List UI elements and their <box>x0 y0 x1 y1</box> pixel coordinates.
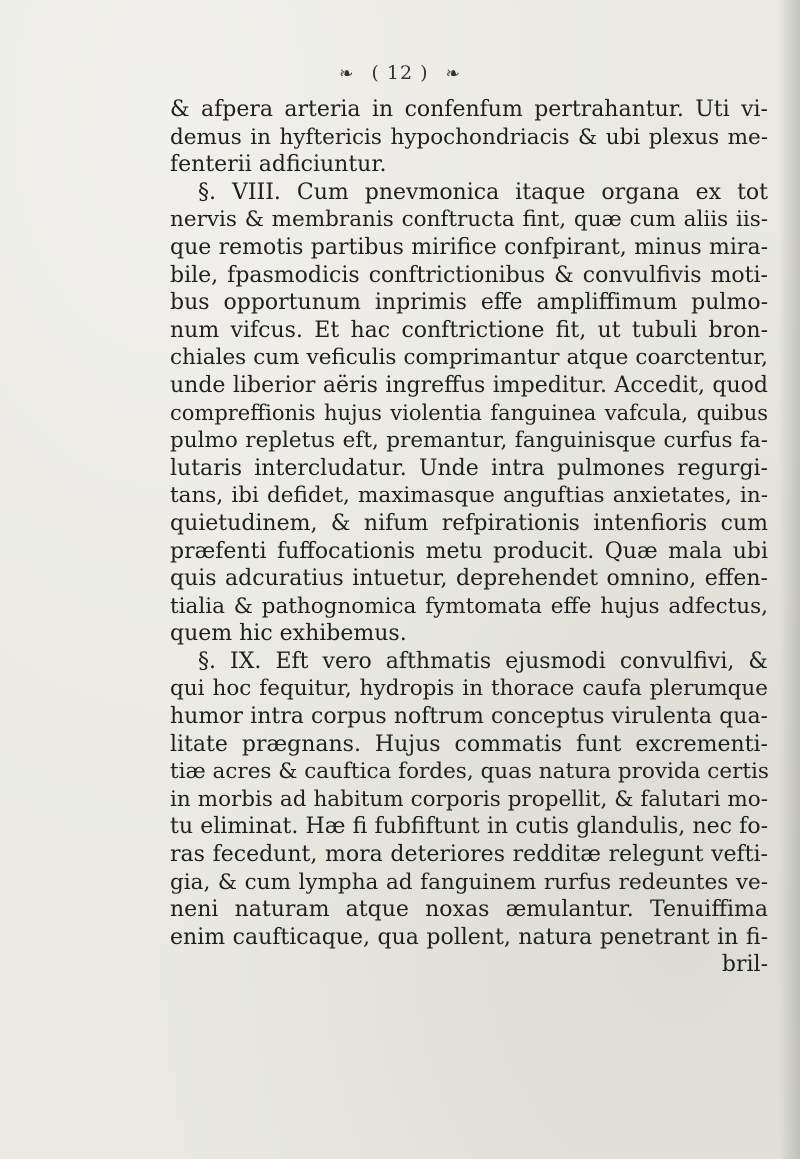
text-line: tiæ acres & cauftica fordes, quas natura provida certis <box>170 759 769 785</box>
page-edge-shadow <box>778 0 800 1159</box>
text-line: lutaris intercludatur. Unde intra pulmones regurgi- <box>170 455 768 481</box>
text-line: nervis & membranis conftructa fint, quæ cum aliis iis- <box>170 207 768 233</box>
text-line: que remotis partibus mirifice confpirant, minus mira- <box>170 234 768 260</box>
text-line: pulmo repletus eft, premantur, fanguinisque curfus fa- <box>170 428 768 454</box>
text-line: in morbis ad habitum corporis propellit, & falutari mo- <box>170 786 768 812</box>
text-line: fenterii adficiuntur. <box>170 152 387 178</box>
ornament-right-icon: ❧ <box>445 64 461 84</box>
text-line: qui hoc fequitur, hydropis in thorace caufa plerumque <box>170 676 768 702</box>
ornament-left-icon: ❧ <box>339 64 355 84</box>
section-heading-line: §. VIII. Cum pnevmonica itaque organa ex tot <box>198 179 768 205</box>
page-header <box>0 62 800 84</box>
text-line: compreffionis hujus violentia fanguinea vafcula, quibus <box>170 400 768 425</box>
text-line: quem hic exhibemus. <box>170 621 407 647</box>
text-line: num vifcus. Et hac conftrictione fit, ut tubuli bron- <box>170 317 768 343</box>
text-line: & afpera arteria in confenfum pertrahantur. Uti vi- <box>170 97 768 122</box>
page-number: ( 12 ) <box>371 62 429 84</box>
text-line: demus in hyftericis hypochondriacis & ubi plexus me- <box>170 124 768 150</box>
text-line: tialia & pathognomica fymtomata effe hujus adfectus, <box>170 593 768 619</box>
text-line: chiales cum veficulis comprimantur atque coarctentur, <box>170 345 768 371</box>
section-heading-line: §. IX. Eft vero afthmatis ejusmodi convulfivi, & <box>198 648 768 674</box>
catchword: bril- <box>721 952 768 978</box>
text-line: quis adcuratius intuetur, deprehendet omnino, effen- <box>170 566 768 592</box>
text-line: bile, fpasmodicis conftrictionibus & convulfivis moti- <box>170 262 768 288</box>
text-line: enim caufticaque, qua pollent, natura penetrant in fi- <box>170 924 768 950</box>
text-line: neni naturam atque noxas æmulantur. Tenuiffima <box>170 897 768 923</box>
text-line: unde liberior aëris ingreffus impeditur. Accedit, quod <box>170 372 768 398</box>
text-line: quietudinem, & nifum refpirationis intenfioris cum <box>170 510 768 536</box>
text-line: præfenti fuffocationis metu producit. Quæ mala ubi <box>170 538 768 564</box>
text-line: humor intra corpus noftrum conceptus virulenta qua- <box>170 704 768 730</box>
text-line: tu eliminat. Hæ fi fubfiftunt in cutis glandulis, nec fo- <box>170 814 768 840</box>
text-line: gia, & cum lympha ad fanguinem rurfus redeuntes ve- <box>170 869 768 895</box>
body-text <box>170 96 768 979</box>
text-line: ras fecedunt, mora deteriores redditæ relegunt vefti- <box>170 842 768 868</box>
text-line: litate prægnans. Hujus commatis funt excrementi- <box>170 731 768 757</box>
text-line: bus opportunum inprimis effe ampliffimum pulmo- <box>170 290 768 316</box>
text-line: tans, ibi defidet, maximasque anguftias anxietates, in- <box>170 483 768 509</box>
